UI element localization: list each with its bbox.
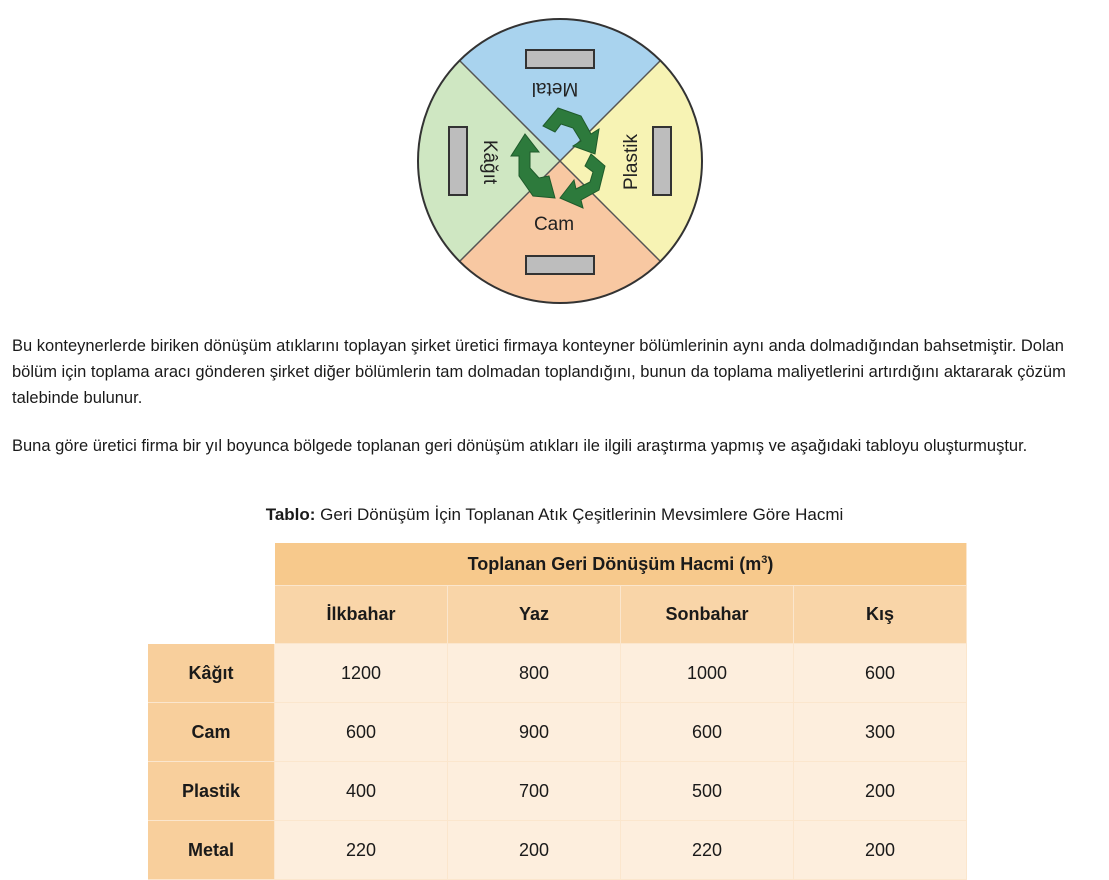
table-row	[148, 703, 967, 762]
table-row	[148, 821, 967, 880]
column-header: Kış	[794, 586, 967, 644]
paragraph-research: Buna göre üretici firma bir yıl boyunca bölgede toplanan geri dönüşüm atıkları ile ilgili araştırma yapmış ve aşağıdaki tabloyu oluşturmuştur.	[12, 437, 1028, 455]
table-cell: 1000	[621, 644, 794, 703]
row-header: Kâğıt	[148, 644, 275, 703]
table-cell: 200	[794, 762, 967, 821]
table-cell: 220	[621, 821, 794, 880]
caption-prefix: Tablo:	[265, 505, 316, 524]
paragraph-problem: Bu konteynerlerde biriken dönüşüm atıklarını toplayan şirket üretici firmaya konteyner bölümlerinin aynı anda dolmadığından bahsetmiştir. Dolan bölüm için toplama aracı gönderen şirket diğer bölümlerin tam dolmadan toplandığını, bunun da toplama maliyetlerini artırdığını aktararak çözüm talebinde bulunur.	[12, 337, 1066, 407]
table-cell: 200	[448, 821, 621, 880]
header-unit-sup: 3	[761, 553, 768, 566]
row-header: Cam	[148, 703, 275, 762]
slot-cam	[526, 256, 594, 274]
recycling-container-diagram	[415, 16, 705, 306]
slot-kagit	[449, 127, 467, 195]
table-cell: 800	[448, 644, 621, 703]
row-header: Plastik	[148, 762, 275, 821]
table-corner	[148, 543, 275, 586]
table-cell: 500	[621, 762, 794, 821]
table-cell: 600	[621, 703, 794, 762]
row-header: Metal	[148, 821, 275, 880]
header-title: Toplanan Geri Dönüşüm Hacmi (m	[467, 553, 762, 574]
table-row	[148, 644, 967, 703]
table-cell: 900	[448, 703, 621, 762]
label-metal: Metal	[531, 78, 579, 99]
table-cell: 300	[794, 703, 967, 762]
table-corner	[148, 586, 275, 644]
header-close: )	[767, 553, 774, 574]
table-cell: 700	[448, 762, 621, 821]
table-cell: 200	[794, 821, 967, 880]
table-cell: 1200	[275, 644, 448, 703]
table-main-header	[275, 543, 967, 586]
label-kagit: Kâğıt	[479, 139, 500, 185]
slot-metal	[526, 50, 594, 68]
table-cell: 220	[275, 821, 448, 880]
table-cell: 600	[794, 644, 967, 703]
slot-plastik	[653, 127, 671, 195]
label-cam: Cam	[533, 214, 575, 235]
column-header: İlkbahar	[275, 586, 448, 644]
table-cell: 400	[275, 762, 448, 821]
caption-text: Geri Dönüşüm İçin Toplanan Atık Çeşitlerinin Mevsimlere Göre Hacmi	[315, 505, 844, 524]
table-caption	[0, 505, 1109, 525]
table-cell: 600	[275, 703, 448, 762]
recycling-volume-table	[148, 543, 967, 880]
column-header: Sonbahar	[621, 586, 794, 644]
table-row	[148, 762, 967, 821]
column-header: Yaz	[448, 586, 621, 644]
label-plastik: Plastik	[621, 134, 642, 190]
